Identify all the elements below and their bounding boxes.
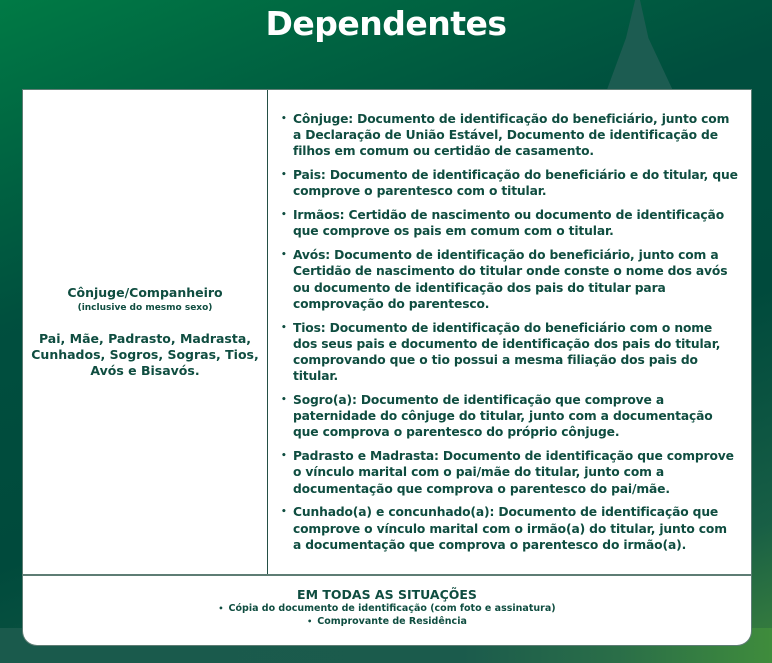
- requirement-item: • Cônjuge: Documento de identificação do beneficiário, junto com a Declaração de União Estável, Documento de identificação de filhos em comum ou certidão de casamento.: [281, 112, 730, 159]
- requirement-item: • Padrasto e Madrasta: Documento de identificação que comprove o vínculo marital com o pai/mãe do titular, junto com a documentação que comprova o parentesco do pai/mãe.: [281, 449, 734, 496]
- requirement-item: • Pais: Documento de identificação do beneficiário e do titular, que comprove o parentesco com o titular.: [281, 168, 738, 199]
- bullet-icon: •: [281, 114, 287, 124]
- bullet-icon: •: [281, 170, 287, 181]
- requirement-item: • Tios: Documento de identificação do beneficiário com o nome dos seus pais e documento de identificação dos pais do titular, comprovando que o tio possui a mesma filiação dos pais do titular.: [281, 320, 721, 384]
- bullet-icon: •: [281, 507, 287, 518]
- requirement-item: • Sogro(a): Documento de identificação que comprove a paternidade do cônjuge do titular, junto com a documentação que comprova o parentesco do próprio cônjuge.: [281, 393, 713, 440]
- spouse-sublabel: (inclusive do mesmo sexo): [77, 303, 213, 313]
- general-requirements-title: EM TODAS AS SITUAÇÕES: [297, 587, 477, 602]
- bullet-icon: •: [307, 617, 313, 626]
- dependents-category-cell: [23, 90, 268, 574]
- page-title: Dependentes: [265, 4, 507, 43]
- bullet-icon: •: [281, 322, 287, 333]
- requirement-item: • Cunhado(a) e concunhado(a): Documento de identificação que comprove o vínculo marital com o irmão(a) do titular, junto com a documentação que comprova o parentesco do irmão(a).: [281, 505, 727, 552]
- general-requirement-item: • Comprovante de Residência: [307, 616, 467, 627]
- bullet-icon: •: [281, 210, 287, 221]
- bullet-icon: •: [281, 250, 287, 261]
- table-divider: [23, 574, 751, 576]
- bullet-icon: •: [281, 395, 287, 406]
- requirement-item: • Avós: Documento de identificação do beneficiário, junto com a Certidão de nascimento do titular onde conste o nome dos avós ou documento de identificação dos pais do titular para comprovação do parentesco.: [281, 248, 728, 311]
- general-requirement-item: • Cópia do documento de identificação (com foto e assinatura): [218, 603, 556, 614]
- general-requirements: [23, 587, 751, 628]
- requirement-item: • Irmãos: Certidão de nascimento ou documento de identificação que comprove os pais em comum com o titular.: [281, 208, 724, 239]
- bullet-icon: •: [281, 451, 287, 462]
- bullet-icon: •: [218, 604, 224, 613]
- relatives-list: Pai, Mãe, Padrasto, Madrasta, Cunhados, Sogros, Sogras, Tios, Avós e Bisavós.: [31, 331, 259, 378]
- requirements-cell: [269, 90, 751, 574]
- dependents-table: [23, 90, 751, 645]
- spouse-label: Cônjuge/Companheiro: [67, 285, 223, 300]
